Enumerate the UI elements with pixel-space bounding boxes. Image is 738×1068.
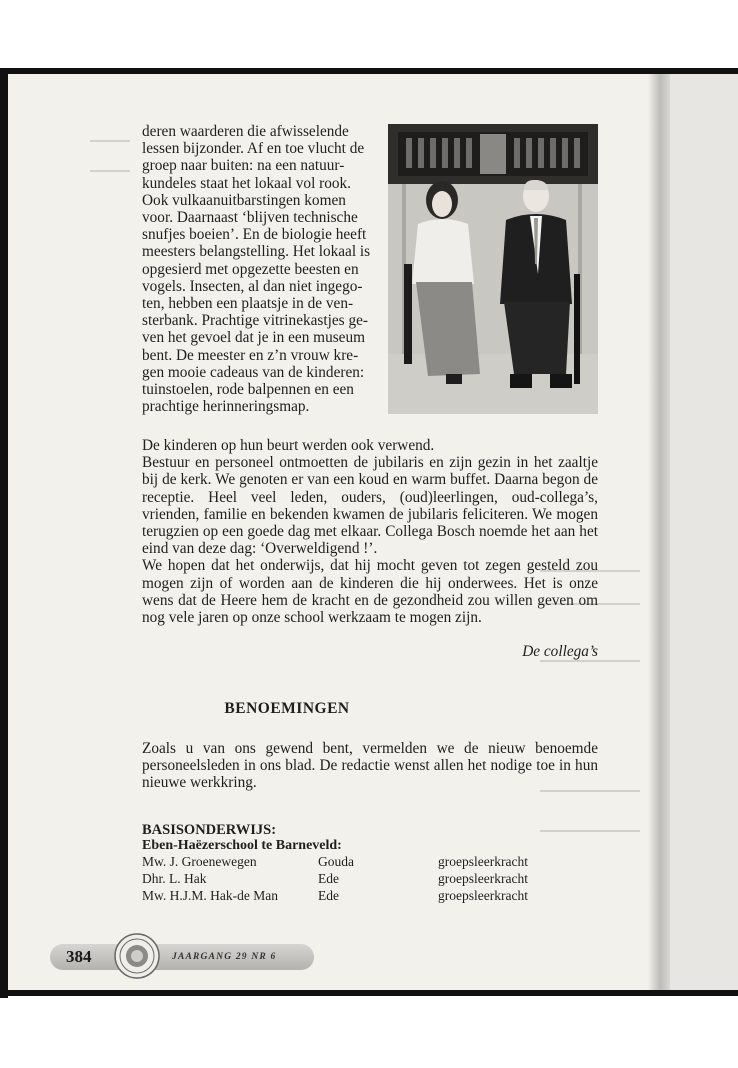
staff-place: Ede: [318, 871, 339, 886]
text-line: prachtige herinneringsmap.: [142, 398, 310, 416]
text-line: ven het gevoel dat je in een museum: [142, 329, 366, 347]
text-line: opgesierd met opgezette beesten en: [142, 260, 359, 278]
article-text-wrapped: [142, 123, 374, 415]
staff-row: [142, 888, 542, 905]
scan-bottom-border: [0, 990, 738, 996]
text-line: gen mooie cadeaus van de kinderen:: [142, 363, 365, 381]
text-line: tuinstoelen, rode balpennen en een: [142, 381, 354, 399]
text-line: meesters belangstelling. Het lokaal is: [142, 243, 371, 261]
category-heading: BASISONDERWIJS:: [142, 822, 277, 838]
text-line: ten, hebben een plaatsje in de ven-: [142, 295, 354, 313]
staff-row: [142, 854, 542, 871]
staff-row: [142, 871, 542, 888]
photo-illustration: [388, 124, 598, 414]
text-line: Ook vulkaanuitbarstingen komen: [142, 191, 346, 209]
section-heading: BENOEMINGEN: [224, 700, 350, 717]
emblem-icon: [114, 933, 160, 979]
staff-place: Gouda: [318, 854, 354, 869]
staff-name: Dhr. L. Hak: [142, 871, 207, 886]
article-text-full: [142, 437, 598, 626]
paragraph: De kinderen op hun beurt werden ook verwend.: [142, 437, 435, 454]
text-line: voor. Daarnaast ‘blijven technische: [142, 209, 358, 227]
text-line: groep naar buiten: na een natuur-: [142, 157, 345, 175]
text-line: lessen bijzonder. Af en toe vlucht de: [142, 140, 365, 158]
staff-name: Mw. J. Groenewegen: [142, 854, 257, 869]
text-line: kundeles staat het lokaal vol rook.: [142, 174, 352, 192]
text-line: snufjes boeien’. En de biologie heeft: [142, 226, 367, 244]
page-gutter: [648, 74, 670, 994]
text-line: sterbank. Prachtige vitrinekastjes ge-: [142, 312, 368, 330]
text-line: bent. De meester en z’n vrouw kre-: [142, 346, 359, 364]
scan-left-border: [0, 68, 8, 998]
paragraph: We hopen dat het onderwijs, dat hij mocht geven tot zegen gesteld zou mogen zijn of worden aan de kinderen die hij onderwees. Het is onze wens dat de Heere hem de kracht en de gezondheid zou willen geven om nog vele jaren op onze school werkzaam te mogen zijn.: [142, 557, 598, 627]
journal-info: JAARGANG 29 NR 6: [172, 952, 277, 962]
article-signature: De collega’s: [522, 643, 598, 660]
scan-top-border: [0, 68, 738, 74]
paragraph: Bestuur en personeel ontmoetten de jubilaris en zijn gezin in het zaaltje bij de kerk. We genoten er van een koud en warm buffet. Daarna begon de receptie. Heel veel leden, ouders, (oud)leerlingen, oud-collega’s, vrienden, familie en bekenden kwamen de jubilaris feliciteren. We mogen terugzien op een goede dag met elkaar. Collega Bosch noemde het aan het eind van deze dag: ‘Overweldigend !’.: [142, 454, 598, 558]
facing-page-edge: [660, 74, 738, 994]
staff-name: Mw. H.J.M. Hak-de Man: [142, 888, 278, 903]
staff-role: groepsleerkracht: [438, 854, 528, 869]
photo-couple: [388, 124, 598, 414]
show-through-line: [540, 830, 640, 832]
staff-place: Ede: [318, 888, 339, 903]
page-number: 384: [66, 947, 92, 966]
school-name: Eben-Haëzerschool te Barneveld:: [142, 838, 342, 853]
text-line: deren waarderen die afwisselende: [142, 123, 349, 140]
staff-role: groepsleerkracht: [438, 888, 528, 903]
text-line: vogels. Insecten, al dan niet ingego-: [142, 277, 363, 295]
appointments-intro: Zoals u van ons gewend bent, vermelden we de nieuw benoemde personeelsleden in ons blad. De redactie wenst allen het nodige toe in hun nieuwe werkkring.: [142, 740, 598, 792]
show-through-line: [90, 170, 130, 172]
staff-list: [142, 854, 542, 905]
show-through-line: [90, 140, 130, 142]
staff-role: groepsleerkracht: [438, 871, 528, 886]
